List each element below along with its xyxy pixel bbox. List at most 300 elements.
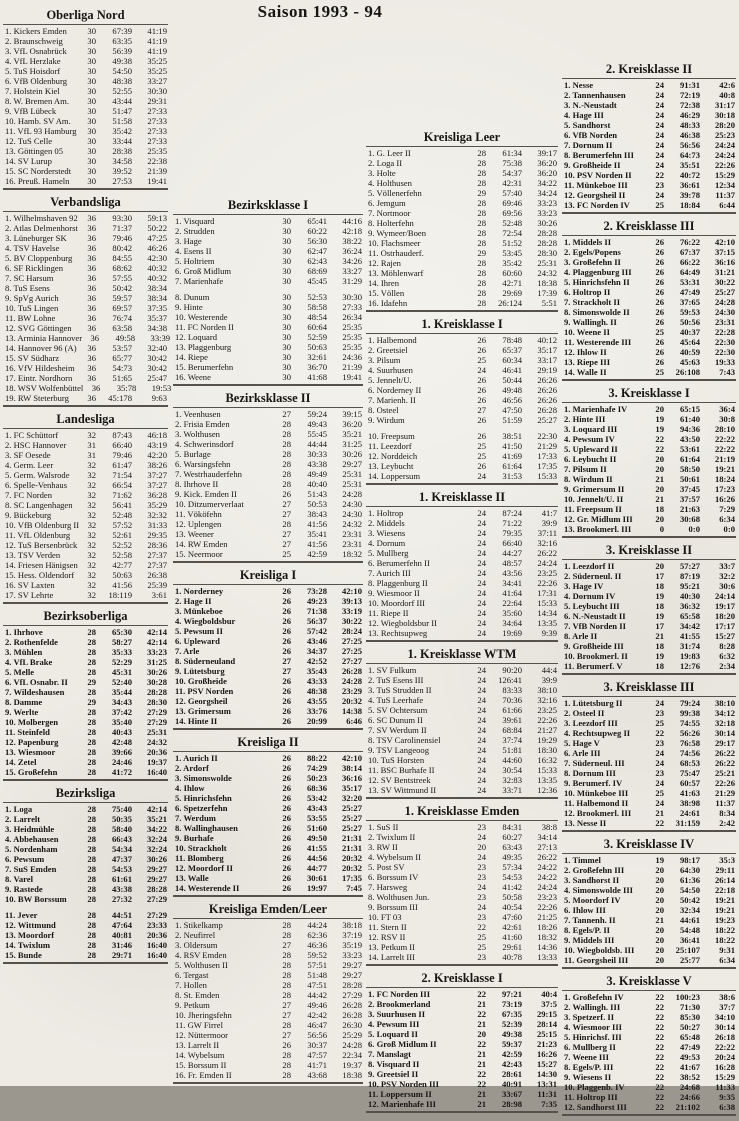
club-name: 11. Vököfehn: [175, 509, 222, 519]
table-row: [562, 808, 736, 818]
goal-ratio: 73:19: [501, 999, 522, 1009]
goal-ratio: 0:0: [688, 524, 700, 534]
table-row: [173, 763, 363, 773]
points-ratio: 9:35: [719, 1092, 735, 1102]
points-ratio: 33:39: [150, 333, 171, 343]
club-name: 12. SV Bentstreek: [368, 775, 431, 785]
points-ratio: 34:22: [537, 178, 557, 188]
club-name: 15. Neermoor: [175, 549, 223, 559]
games-played: 26: [477, 415, 486, 425]
goal-ratio: 52:48: [112, 510, 132, 520]
points-ratio: 12:36: [537, 785, 557, 795]
games-played: 24: [477, 628, 486, 638]
games-played: 25: [477, 355, 486, 365]
points-ratio: 22:22: [714, 1042, 735, 1052]
club-name: 6. Leybucht II: [564, 454, 617, 464]
goal-ratio: 42:77: [112, 560, 132, 570]
goal-ratio: 19:97: [306, 883, 327, 893]
goal-ratio: 60:22: [307, 226, 327, 236]
club-name: 5. Burlage: [175, 449, 211, 459]
games-played: 26: [282, 803, 291, 813]
table-row: [562, 414, 736, 424]
points-ratio: 34:12: [714, 708, 735, 718]
points-ratio: 24:24: [537, 882, 557, 892]
games-played: 26: [655, 357, 664, 367]
games-played: 24: [477, 715, 486, 725]
club-name: 17. Eintr. Nordhorn: [5, 373, 73, 383]
table-row: [173, 656, 363, 666]
points-ratio: 35:21: [342, 429, 362, 439]
goal-ratio: 35:41: [307, 529, 327, 539]
club-name: 11. Blomberg: [175, 853, 224, 863]
table-row: [562, 992, 736, 1002]
table-row: [366, 268, 558, 278]
games-played: 21: [655, 474, 664, 484]
points-ratio: 35:3: [719, 855, 735, 865]
club-name: 4. TuS Leerhafe: [368, 695, 424, 705]
points-ratio: 28:30: [537, 248, 557, 258]
table-row: [173, 246, 363, 256]
table-row: [173, 793, 363, 803]
games-played: 30: [87, 136, 96, 146]
games-played: 26: [282, 863, 291, 873]
league-table: [562, 386, 736, 538]
league-table: [366, 647, 558, 799]
table-row: [366, 375, 558, 385]
games-played: 36: [90, 333, 100, 343]
table-row: [3, 116, 168, 126]
games-played: 30: [87, 36, 96, 46]
games-played: 30: [87, 146, 96, 156]
games-played: 24: [477, 735, 486, 745]
table-row: [366, 385, 558, 395]
goal-ratio: 79:24: [679, 698, 700, 708]
club-name: 1. Halbemond: [368, 335, 417, 345]
games-played: 23: [477, 872, 486, 882]
points-ratio: 31:25: [146, 657, 167, 667]
table-row: [3, 687, 168, 697]
goal-ratio: 39:52: [112, 166, 132, 176]
club-name: 1. Timmel: [564, 855, 601, 865]
club-name: 13. Larrelt II: [175, 1040, 220, 1050]
games-played: 36: [87, 353, 96, 363]
points-ratio: 14:38: [341, 706, 362, 716]
points-ratio: 25:21: [714, 768, 735, 778]
club-name: 3. Mühlen: [5, 647, 43, 657]
table-row: [3, 440, 168, 450]
club-name: 12. Uplengen: [175, 519, 222, 529]
points-ratio: 23:25: [537, 705, 557, 715]
goal-ratio: 65:15: [679, 404, 700, 414]
games-played: 22: [477, 1009, 486, 1019]
goal-ratio: 35:60: [502, 608, 522, 618]
points-ratio: 31:29: [342, 276, 362, 286]
goal-ratio: 44:56: [306, 853, 327, 863]
table-row: [562, 768, 736, 778]
goal-ratio: 40:40: [307, 479, 327, 489]
goal-ratio: 57:55: [112, 273, 132, 283]
club-name: 11. Leezdorf: [368, 441, 412, 451]
games-played: 21: [655, 494, 664, 504]
goal-ratio: 41:64: [502, 588, 522, 598]
games-played: 24: [477, 538, 486, 548]
points-ratio: 18:20: [714, 611, 735, 621]
goal-ratio: 69:57: [112, 303, 132, 313]
table-row: [3, 540, 168, 550]
games-played: 24: [477, 745, 486, 755]
goal-ratio: 50:42: [679, 895, 700, 905]
points-ratio: 26:22: [714, 758, 735, 768]
table-row: [3, 243, 168, 253]
club-name: 16. Preuß. Hameln: [5, 176, 70, 186]
table-row: [366, 1099, 558, 1109]
table-row: [562, 748, 736, 758]
points-ratio: 27:33: [147, 106, 167, 116]
points-ratio: 29:17: [714, 738, 735, 748]
club-name: 12. Georgsheil: [175, 696, 228, 706]
table-row: [173, 409, 363, 419]
club-name: 8. Berumerfehn III: [564, 150, 634, 160]
games-played: 27: [282, 666, 291, 676]
club-name: 12. Ihlow II: [564, 347, 607, 357]
club-name: 6. Berumerfehn II: [368, 558, 430, 568]
points-ratio: 30:26: [342, 449, 362, 459]
points-ratio: 37:5: [541, 999, 557, 1009]
table-row: [3, 580, 168, 590]
games-played: 21: [655, 808, 664, 818]
points-ratio: 38:10: [537, 685, 557, 695]
goal-ratio: 54:53: [502, 872, 522, 882]
goal-ratio: 51:47: [112, 106, 132, 116]
goal-ratio: 31:53: [502, 471, 522, 481]
points-ratio: 34:10: [714, 1012, 735, 1022]
club-name: 7. Pilsum II: [564, 464, 607, 474]
points-ratio: 35:25: [147, 56, 167, 66]
table-row: [562, 591, 736, 601]
games-played: 24: [477, 548, 486, 558]
points-ratio: 35:25: [147, 66, 167, 76]
club-name: 7. Manslagt: [368, 1049, 411, 1059]
league-table: [366, 317, 558, 485]
table-row: [3, 844, 168, 854]
club-name: 7. Holstein Kiel: [5, 86, 60, 96]
goal-ratio: 34:43: [111, 697, 132, 707]
club-name: 4. VfL Brake: [5, 657, 53, 667]
games-played: 28: [87, 950, 96, 960]
table-row: [3, 253, 168, 263]
goal-ratio: 31:74: [679, 641, 700, 651]
club-name: 8. Plaggenburg II: [368, 578, 428, 588]
goal-ratio: 40:37: [679, 327, 700, 337]
games-played: 18: [655, 581, 664, 591]
games-played: 24: [477, 618, 486, 628]
club-name: 12. Wiegboldsbur II: [368, 618, 437, 628]
table-row: [562, 798, 736, 808]
club-name: 2. Greetsiel: [368, 345, 408, 355]
club-name: 1. Norderney: [175, 586, 224, 596]
games-played: 22: [655, 818, 664, 828]
games-played: 23: [477, 862, 486, 872]
goal-ratio: 47:50: [502, 405, 522, 415]
points-ratio: 18:38: [537, 278, 557, 288]
table-title: Bezirksliga: [3, 786, 168, 803]
goal-ratio: 24:61: [679, 808, 700, 818]
games-played: 26: [655, 287, 664, 297]
club-name: 6. Pewsum: [5, 854, 45, 864]
club-name: 9. Berumerf. IV: [564, 778, 623, 788]
club-name: 3. SF Oesede: [5, 450, 51, 460]
club-name: 7. FC Norden: [5, 490, 53, 500]
club-name: 13. Nesse II: [564, 818, 607, 828]
points-ratio: 32:18: [714, 718, 735, 728]
table-row: [173, 940, 363, 950]
club-name: 11. VfL 93 Hamburg: [5, 126, 77, 136]
club-name: 6. VfB Norden: [564, 130, 618, 140]
goal-ratio: 69:46: [502, 198, 522, 208]
goal-ratio: 66:40: [502, 538, 522, 548]
club-name: 12. Loquard: [175, 332, 218, 342]
club-name: 15. SC Norderstedt: [5, 166, 72, 176]
goal-ratio: 60:64: [307, 322, 327, 332]
goal-ratio: 68:69: [307, 266, 327, 276]
table-row: [366, 1039, 558, 1049]
club-name: 13. Leybucht: [368, 461, 414, 471]
table-row: [562, 454, 736, 464]
games-played: 28: [282, 419, 291, 429]
goal-ratio: 52:59: [307, 332, 327, 342]
games-played: 28: [87, 757, 96, 767]
games-played: 26: [655, 267, 664, 277]
table-row: [366, 598, 558, 608]
games-played: 26: [282, 813, 291, 823]
club-name: 4. Holthusen: [368, 178, 412, 188]
goal-ratio: 55:45: [307, 429, 327, 439]
club-name: 9. Werlte: [5, 707, 39, 717]
table-row: [173, 302, 363, 312]
goal-ratio: 35:78: [116, 383, 137, 393]
club-name: 14. Friesen Hänigsen: [5, 560, 78, 570]
club-name: 11. Ostrhauderf.: [368, 248, 424, 258]
games-played: 27: [282, 1000, 291, 1010]
goal-ratio: 39:66: [111, 747, 132, 757]
goal-ratio: 35:43: [306, 666, 327, 676]
club-name: 2. Loga II: [368, 158, 403, 168]
games-played: 21: [655, 631, 664, 641]
points-ratio: 2:42: [719, 818, 735, 828]
club-name: 1. SuS II: [368, 822, 399, 832]
points-ratio: 6:34: [719, 955, 735, 965]
table-row: [562, 140, 736, 150]
points-ratio: 20:36: [146, 930, 167, 940]
points-ratio: 19:53: [151, 383, 172, 393]
table-row: [562, 571, 736, 581]
club-name: 4. Simonswolde III: [564, 885, 634, 895]
points-ratio: 16:26: [536, 1049, 557, 1059]
club-name: 8. W. Bremen Am.: [5, 96, 69, 106]
club-name: 12. Sandhorst III: [564, 1102, 627, 1112]
league-table: [366, 130, 558, 312]
club-name: 4. Dornum IV: [564, 591, 616, 601]
goal-ratio: 41:50: [502, 441, 522, 451]
games-played: 28: [282, 519, 291, 529]
table-row: [366, 218, 558, 228]
club-name: 15. Berumerfehn: [175, 362, 234, 372]
table-row: [562, 1092, 736, 1102]
games-played: 36: [87, 373, 96, 383]
club-name: 10. Hamb. SV Am.: [5, 116, 71, 126]
club-name: 11. BSC Burhafe II: [368, 765, 435, 775]
table-title: Kreisliga Emden/Leer: [173, 902, 363, 919]
points-ratio: 35:37: [147, 313, 167, 323]
table-row: [173, 419, 363, 429]
goal-ratio: 83:33: [502, 685, 522, 695]
games-played: 28: [87, 844, 96, 854]
goal-ratio: 40:54: [502, 902, 522, 912]
games-played: 28: [87, 627, 96, 637]
club-name: 8. Wolthusen Jun.: [368, 892, 430, 902]
club-name: 5. Hinrichsfehn II: [564, 277, 630, 287]
games-played: 32: [87, 500, 96, 510]
club-name: 12. Papenburg: [5, 737, 59, 747]
league-table: [562, 837, 736, 969]
table-row: [3, 273, 168, 283]
points-ratio: 33:7: [719, 561, 735, 571]
goal-ratio: 75:40: [111, 804, 132, 814]
table-row: [173, 813, 363, 823]
table-row: [562, 708, 736, 718]
club-name: 5. BV Cloppenburg: [5, 253, 73, 263]
points-ratio: 38:34: [147, 283, 167, 293]
club-name: 11. Georgsheil III: [564, 955, 629, 965]
goal-ratio: 57:42: [306, 626, 327, 636]
club-name: 12. Moordorf II: [175, 863, 233, 873]
goal-ratio: 52:52: [112, 540, 132, 550]
goal-ratio: 49:35: [502, 852, 522, 862]
goal-ratio: 65:41: [307, 216, 327, 226]
games-played: 24: [477, 568, 486, 578]
goal-ratio: 43:38: [111, 884, 132, 894]
games-played: 20: [655, 484, 664, 494]
goal-ratio: 50:61: [679, 474, 700, 484]
goal-ratio: 53:31: [679, 277, 700, 287]
goal-ratio: 44:44: [307, 439, 327, 449]
club-name: 16. VfV Hildesheim: [5, 363, 75, 373]
table-row: [3, 36, 168, 46]
goal-ratio: 61:61: [111, 874, 132, 884]
points-ratio: 43:19: [147, 440, 167, 450]
table-row: [562, 905, 736, 915]
table-row: [173, 256, 363, 266]
games-played: 26: [655, 257, 664, 267]
games-played: 28: [477, 228, 486, 238]
games-played: 30: [282, 312, 291, 322]
table-row: [173, 342, 363, 352]
club-name: 9. Wirdum: [368, 415, 405, 425]
games-played: 26: [282, 489, 291, 499]
table-row: [366, 258, 558, 268]
club-name: 8. Dunum: [175, 292, 210, 302]
goal-ratio: 76:74: [112, 313, 132, 323]
games-played: 28: [282, 479, 291, 489]
games-played: 24: [477, 852, 486, 862]
column-4: [562, 60, 736, 1121]
games-played: 36: [87, 303, 96, 313]
table-row: [173, 479, 363, 489]
club-name: 6. VfL Osnabr. II: [5, 677, 68, 687]
points-ratio: 37:15: [714, 247, 735, 257]
games-played: 25: [655, 718, 664, 728]
goal-ratio: 49:48: [502, 385, 522, 395]
club-name: 9. VfB Lübeck: [5, 106, 57, 116]
points-ratio: 16:28: [714, 1062, 735, 1072]
table-row: [3, 707, 168, 717]
games-played: 32: [87, 580, 96, 590]
points-ratio: 36:20: [537, 158, 557, 168]
table-row: [562, 955, 736, 965]
table-row: [3, 500, 168, 510]
table-row: [366, 912, 558, 922]
table-row: [3, 657, 168, 667]
goal-ratio: 75:38: [502, 158, 522, 168]
points-ratio: 19:41: [342, 372, 362, 382]
goal-ratio: 30:61: [306, 873, 327, 883]
club-name: 8. Wallinghausen: [175, 823, 238, 833]
games-played: 25: [477, 932, 486, 942]
goal-ratio: 93:30: [112, 213, 132, 223]
club-name: 6. Spetzerfehn: [175, 803, 228, 813]
club-name: 4. Wiegboldsbur: [175, 616, 236, 626]
table-row: [173, 292, 363, 302]
table-row: [366, 832, 558, 842]
club-name: 6. Borssum IV: [368, 872, 419, 882]
games-played: 28: [87, 854, 96, 864]
games-played: 23: [477, 822, 486, 832]
points-ratio: 21:19: [714, 454, 735, 464]
table-row: [173, 803, 363, 813]
points-ratio: 19:21: [714, 905, 735, 915]
points-ratio: 21:29: [714, 788, 735, 798]
goal-ratio: 40:72: [679, 170, 700, 180]
club-name: 5. Leybucht III: [564, 601, 620, 611]
games-played: 26: [655, 237, 664, 247]
goal-ratio: 28:61: [501, 1069, 522, 1079]
table-row: [3, 560, 168, 570]
goal-ratio: 57:51: [307, 960, 327, 970]
games-played: 21: [477, 999, 486, 1009]
games-played: 22: [655, 1012, 664, 1022]
games-played: 30: [87, 76, 96, 86]
points-ratio: 27:29: [342, 990, 362, 1000]
games-played: 26: [655, 317, 664, 327]
goal-ratio: 64:30: [679, 865, 700, 875]
table-row: [366, 1059, 558, 1069]
points-ratio: 24:28: [714, 297, 735, 307]
points-ratio: 25:27: [341, 823, 362, 833]
games-played: 36: [87, 313, 96, 323]
table-row: [562, 347, 736, 357]
goal-ratio: 37:45: [679, 484, 700, 494]
table-row: [366, 431, 558, 441]
goal-ratio: 41:69: [502, 451, 522, 461]
games-played: 28: [282, 459, 291, 469]
table-row: [3, 383, 172, 393]
club-name: 7. Weene III: [564, 1052, 609, 1062]
table-row: [366, 461, 558, 471]
goal-ratio: 87:43: [112, 430, 132, 440]
goal-ratio: 46:47: [307, 1020, 327, 1030]
club-name: 12. TuS Bersenbrück: [5, 540, 78, 550]
points-ratio: 30:42: [147, 353, 167, 363]
